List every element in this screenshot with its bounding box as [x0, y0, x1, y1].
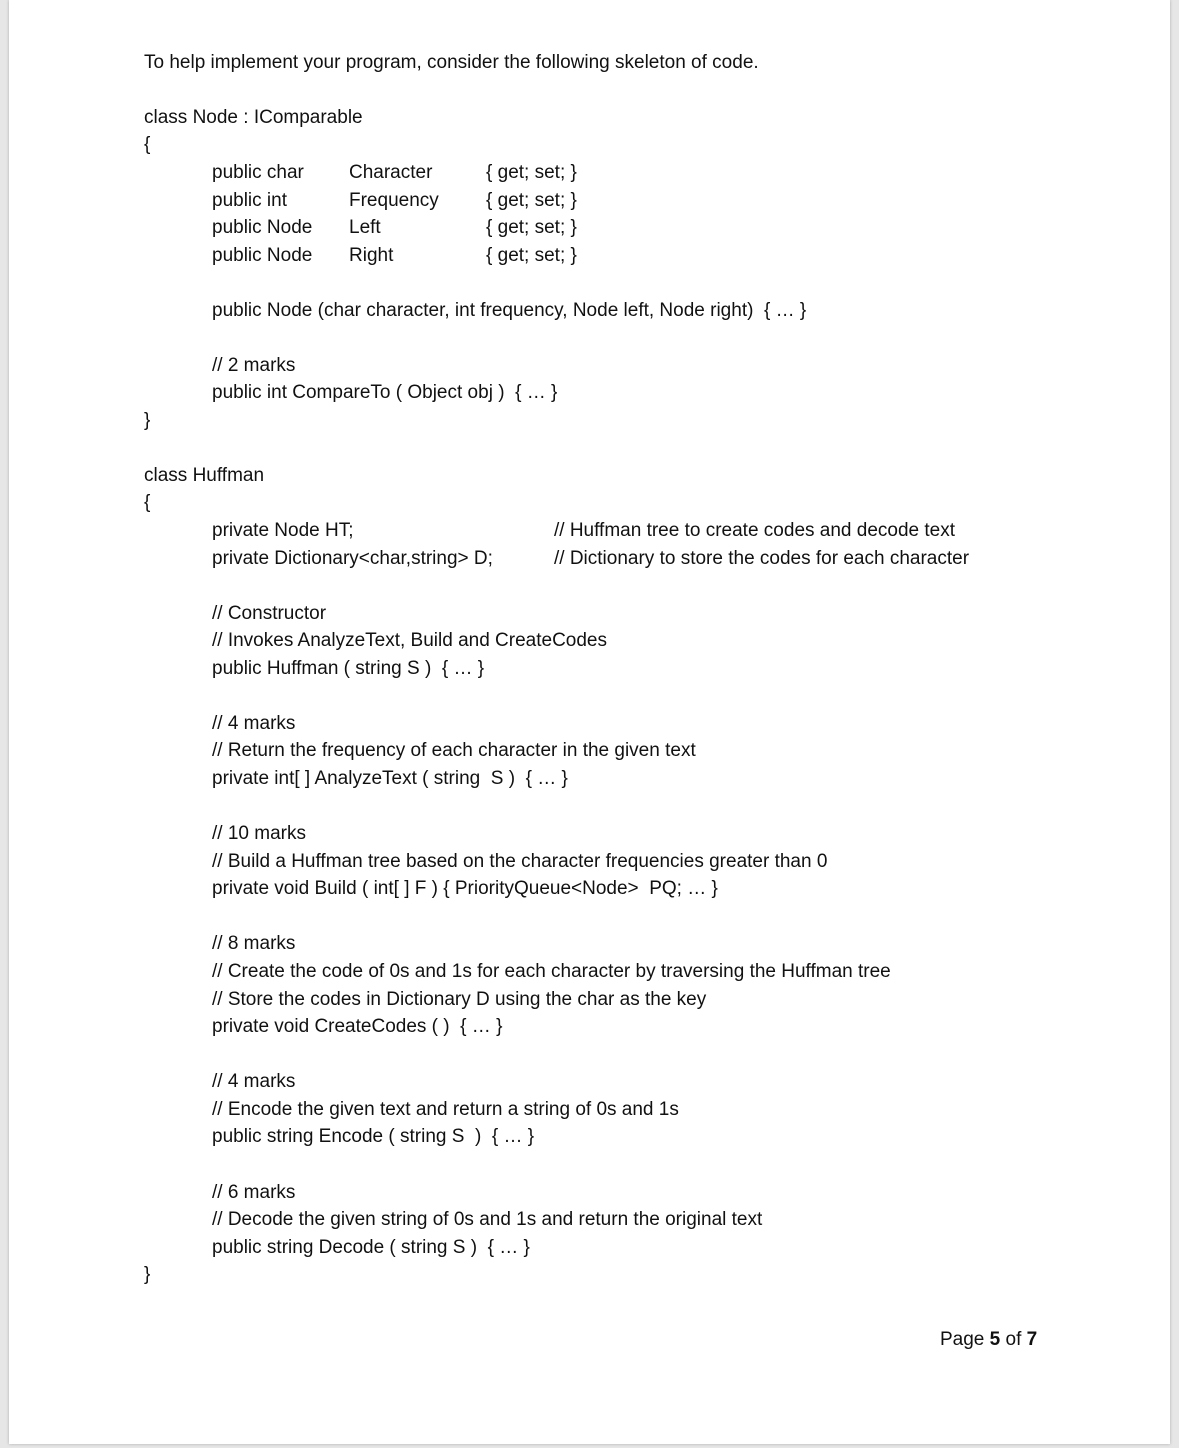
encode-marks-comment: // 4 marks — [212, 1071, 296, 1092]
prop-type: public Node — [212, 245, 313, 266]
prop-type: public char — [212, 162, 304, 183]
prop-type: public int — [212, 190, 287, 211]
node-constructor: public Node (char character, int frequency, Node left, Node right) { … } — [212, 300, 807, 321]
encode-comment: // Encode the given text and return a string of 0s and 1s — [212, 1099, 679, 1120]
huffman-open-brace: { — [144, 492, 151, 513]
huffman-constructor-signature: public Huffman ( string S ) { … } — [212, 658, 485, 679]
prop-name: Character — [349, 162, 433, 183]
prop-name: Right — [349, 245, 394, 266]
prop-name: Left — [349, 217, 381, 238]
huffman-close-brace: } — [144, 1264, 151, 1285]
encode-signature: public string Encode ( string S ) { … } — [212, 1126, 535, 1147]
intro-text: To help implement your program, consider the following skeleton of code. — [144, 52, 759, 73]
prop-name: Frequency — [349, 190, 439, 211]
create-codes-signature: private void CreateCodes ( ) { … } — [212, 1016, 503, 1037]
node-open-brace: { — [144, 134, 151, 155]
create-codes-marks-comment: // 8 marks — [212, 933, 296, 954]
page-current: 5 — [989, 1329, 1001, 1350]
ctor-comment: // Invokes AnalyzeText, Build and CreateCodes — [212, 630, 608, 651]
build-comment: // Build a Huffman tree based on the character frequencies greater than 0 — [212, 851, 828, 872]
compare-to-signature: public int CompareTo ( Object obj ) { … } — [212, 382, 558, 403]
compare-marks-comment: // 2 marks — [212, 355, 296, 376]
ctor-comment: // Constructor — [212, 603, 327, 624]
decode-comment: // Decode the given string of 0s and 1s and return the original text — [212, 1209, 763, 1230]
build-signature: private void Build ( int[ ] F ) { PriorityQueue<Node> PQ; … } — [212, 878, 718, 899]
page-number — [940, 1329, 1037, 1351]
field-comment: // Huffman tree to create codes and decode text — [554, 520, 956, 541]
node-close-brace: } — [144, 410, 151, 431]
prop-accessors: { get; set; } — [486, 245, 577, 266]
decode-marks-comment: // 6 marks — [212, 1182, 296, 1203]
field-comment: // Dictionary to store the codes for each character — [554, 548, 970, 569]
prop-accessors: { get; set; } — [486, 162, 577, 183]
build-marks-comment: // 10 marks — [212, 823, 306, 844]
create-codes-comment: // Store the codes in Dictionary D using the char as the key — [212, 989, 707, 1010]
analyze-text-signature: private int[ ] AnalyzeText ( string S ) { … } — [212, 768, 568, 789]
huffman-class-header: class Huffman — [144, 465, 265, 486]
create-codes-comment: // Create the code of 0s and 1s for each character by traversing the Huffman tree — [212, 961, 891, 982]
prop-type: public Node — [212, 217, 313, 238]
page-total: 7 — [1026, 1329, 1038, 1350]
field-decl: private Node HT; — [212, 520, 354, 541]
analyze-marks-comment: // 4 marks — [212, 713, 296, 734]
prop-accessors: { get; set; } — [486, 217, 577, 238]
page-of: of — [1000, 1329, 1027, 1350]
node-class-header: class Node : IComparable — [144, 107, 363, 128]
analyze-comment: // Return the frequency of each character in the given text — [212, 740, 696, 761]
document-page — [9, 0, 1170, 1444]
field-decl: private Dictionary<char,string> D; — [212, 548, 493, 569]
prop-accessors: { get; set; } — [486, 190, 577, 211]
page-prefix: Page — [940, 1329, 990, 1350]
decode-signature: public string Decode ( string S ) { … } — [212, 1237, 530, 1258]
